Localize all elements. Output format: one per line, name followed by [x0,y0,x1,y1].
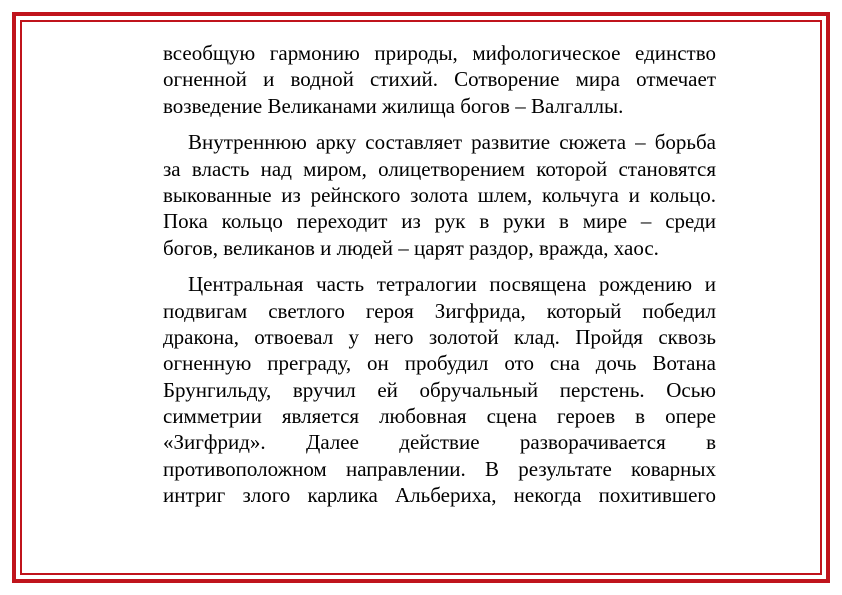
text-line: за власть над миром, олицетворением которой становятся [163,156,716,181]
paragraph-1 [163,40,716,119]
document-page [163,40,716,509]
text-line: подвигам светлого героя Зигфрида, который победил [163,298,716,323]
text-line: противоположном направлении. В результате коварных [163,456,716,481]
text-line: «Зигфрид». Далее действие разворачивается в [163,430,716,455]
text-line: богов, великанов и людей – царят раздор, вражда, хаос. [163,235,659,260]
text-line: Центральная часть тетралогии посвящена рождению и [188,272,716,297]
text-line: интриг злого карлика Альбериха, некогда похитившего [163,483,716,508]
text-line: Внутреннюю арку составляет развитие сюжета – борьба [188,130,716,155]
paragraph-3 [163,271,716,509]
text-line: всеобщую гармонию природы, мифологическое единство [163,41,716,65]
text-line: возведение Великанами жилища богов – Валгаллы. [163,93,624,118]
text-line: симметрии является любовная сцена героев в опере [163,404,716,429]
text-line: огненной и водной стихий. Сотворение мира отмечает [163,67,716,92]
text-line: Брунгильду, вручил ей обручальный перстень. Осью [163,377,716,402]
text-line: огненную преграду, он пробудил ото сна дочь Вотана [163,351,716,376]
text-line: Пока кольцо переходит из рук в руки в мире – среди [163,209,716,234]
text-line: выкованные из рейнского золота шлем, кольчуга и кольцо. [163,182,716,207]
text-line: дракона, отвоевал у него золотой клад. Пройдя сквозь [163,324,716,349]
paragraph-2 [163,129,716,261]
